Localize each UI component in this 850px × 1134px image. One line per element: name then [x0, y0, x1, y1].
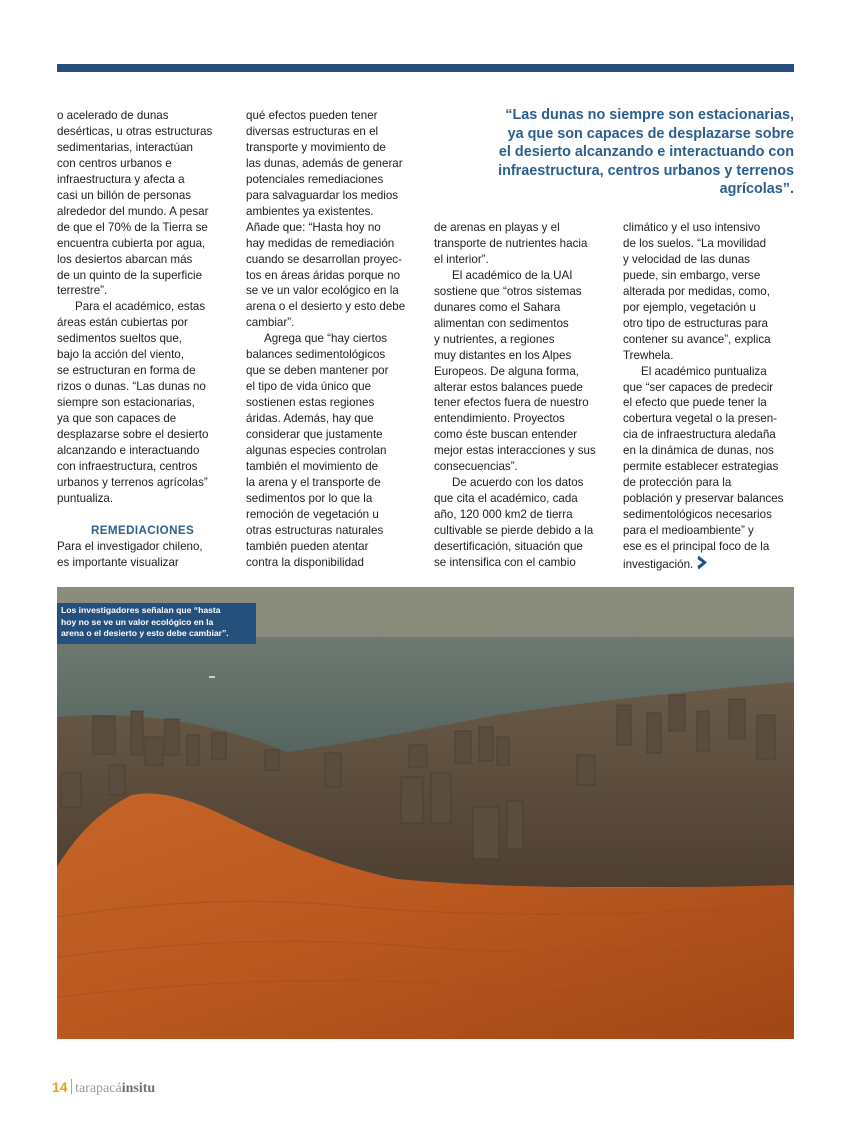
- text-line: dunares como el Sahara: [434, 300, 561, 314]
- text-line: bajo la acción del viento,: [57, 348, 184, 362]
- text-line: de los suelos. “La movilidad: [623, 236, 767, 250]
- text-line: con centros urbanos e: [57, 156, 172, 170]
- text-line-last: [623, 555, 795, 575]
- pull-quote-line: ya que son capaces de desplazarse sobre: [507, 125, 794, 142]
- text-line: De acuerdo con los datos: [452, 476, 584, 490]
- text-line: sostiene que “otros sistemas: [434, 284, 582, 298]
- text-line: cambiar”.: [246, 316, 295, 330]
- publication-name-bold: insitu: [121, 1081, 156, 1096]
- page-number: 14: [52, 1079, 68, 1095]
- text-line: también el movimiento de: [246, 459, 379, 473]
- text-line: desertificación, situación que: [434, 540, 583, 554]
- text-line: El académico puntualiza: [641, 364, 767, 378]
- text-line: potenciales remediaciones: [246, 172, 384, 186]
- text-line: alterada por medidas, como,: [623, 284, 770, 298]
- pull-quote-line: agrícolas”.: [719, 181, 794, 198]
- text-line: investigación.: [623, 558, 694, 572]
- text-line: casi un billón de personas: [57, 188, 192, 202]
- text-line: tos en áreas áridas porque no: [246, 268, 401, 282]
- publication-name-light: tarapacá: [75, 1081, 122, 1096]
- text-line: áridas. Además, hay que: [246, 412, 374, 426]
- text-line: de arenas en playas y el: [434, 221, 560, 234]
- text-line: por ejemplo, vegetación u: [623, 300, 756, 314]
- pull-quote-line: “Las dunas no siempre son estacionarias,: [505, 107, 794, 123]
- text-line: mejor estas interacciones y sus: [434, 444, 596, 458]
- page-footer: [52, 1079, 155, 1099]
- caption-line: hoy no se ve un valor ecológico en la: [61, 616, 214, 627]
- text-line: infraestructura y afecta a: [57, 172, 185, 186]
- text-line: para salvaguardar los medios: [246, 188, 399, 202]
- text-line: que se deben mantener por: [246, 364, 389, 378]
- text-line: Añade que: “Hasta hoy no: [246, 220, 381, 234]
- text-line: que cita el académico, cada: [434, 492, 578, 506]
- article-column-2: [246, 108, 424, 571]
- caption-line: Los investigadores señalan que “hasta: [61, 605, 221, 615]
- text-line: cia de infraestructura aledaña: [623, 428, 776, 442]
- text-line: alterar estos balances puede: [434, 380, 583, 394]
- text-line: desérticas, u otras estructuras: [57, 124, 213, 138]
- photo-caption: [57, 603, 256, 644]
- text-line: sedimentos por lo que la: [246, 491, 373, 505]
- text-line: Trewhela.: [623, 348, 674, 362]
- header-rule: [57, 64, 794, 72]
- text-line: encuentra cubierta por agua,: [57, 236, 206, 250]
- text-line: contra la disponibilidad: [246, 555, 364, 569]
- paragraph-gap: [57, 507, 235, 523]
- text-line: remoción de vegetación u: [246, 507, 379, 521]
- text-line: y velocidad de las dunas: [623, 252, 750, 266]
- text-line: urbanos y terrenos agrícolas”: [57, 475, 208, 489]
- text-line: de protección para la: [623, 476, 732, 490]
- text-line: sedimentológicos necesarios: [623, 508, 772, 522]
- text-line: es importante visualizar: [57, 555, 179, 569]
- text-line: diversas estructuras en el: [246, 124, 379, 138]
- pull-quote-line: el desierto alcanzando e interactuando con: [498, 144, 794, 161]
- text-line: de un quinto de la superficie: [57, 268, 203, 282]
- text-line: climático y el uso intensivo: [623, 221, 761, 234]
- pull-quote-line: infraestructura, centros urbanos y terrenos: [498, 162, 794, 179]
- text-line: sostienen estas regiones: [246, 396, 375, 410]
- text-line: también pueden atentar: [246, 539, 369, 553]
- text-line: como éste buscan entender: [434, 428, 578, 442]
- text-line: alimentan con sedimentos: [434, 316, 569, 330]
- text-line: los desiertos abarcan más: [57, 252, 193, 266]
- text-line: algunas especies controlan: [246, 444, 387, 458]
- text-line: en la dinámica de dunas, nos: [623, 444, 774, 458]
- text-line: contener su avance”, explica: [623, 332, 771, 346]
- pull-quote: [438, 106, 794, 199]
- text-line: cultivable se pierde debido a la: [434, 524, 594, 538]
- text-line: balances sedimentológicos: [246, 348, 386, 362]
- text-line: se intensifica con el cambio: [434, 556, 576, 570]
- text-line: arena o el desierto y esto debe: [246, 300, 406, 314]
- text-line: transporte y movimiento de: [246, 140, 386, 154]
- text-line: para el medioambiente” y: [623, 524, 754, 538]
- text-line: las dunas, además de generar: [246, 156, 403, 170]
- text-line: terrestre”.: [57, 284, 108, 298]
- text-line: que “ser capaces de predecir: [623, 380, 774, 394]
- text-line: se estructuran en forma de: [57, 364, 196, 378]
- chevron-right-icon: [697, 555, 708, 575]
- text-line: la arena y el transporte de: [246, 475, 381, 489]
- article-column-3: [434, 220, 612, 571]
- text-line: y nutrientes, a regiones: [434, 332, 555, 346]
- text-line: sedimentarias, interactúan: [57, 140, 193, 154]
- text-line: desplazarse sobre el desierto: [57, 428, 209, 442]
- caption-line: arena o el desierto y esto debe cambiar”.: [61, 628, 229, 638]
- text-line: transporte de nutrientes hacia: [434, 236, 588, 250]
- text-line: tener efectos fuera de nuestro: [434, 396, 589, 410]
- text-line: alcanzando e interactuando: [57, 444, 200, 458]
- text-line: otro tipo de estructuras para: [623, 316, 769, 330]
- text-line: se ve un valor ecológico en la: [246, 284, 399, 298]
- city-dune-photo: [57, 587, 794, 1039]
- text-line: Agrega que “hay ciertos: [264, 332, 388, 346]
- article-column-4: [623, 220, 795, 575]
- text-line: áreas están cubiertas por: [57, 316, 188, 330]
- text-line: muy distantes en los Alpes: [434, 348, 572, 362]
- text-line: consecuencias”.: [434, 460, 518, 474]
- text-line: población y preservar balances: [623, 492, 784, 506]
- text-line: puede, sin embargo, verse: [623, 268, 761, 282]
- text-line: Para el investigador chileno,: [57, 539, 203, 553]
- text-line: el tipo de vida único que: [246, 380, 372, 394]
- text-line: ese es el principal foco de la: [623, 540, 770, 554]
- text-line: año, 120 000 km2 de tierra: [434, 508, 573, 522]
- text-line: siempre son estacionarias,: [57, 396, 195, 410]
- text-line: alrededor del mundo. A pesar: [57, 204, 209, 218]
- text-line: el interior”.: [434, 252, 489, 266]
- text-line: con infraestructura, centros: [57, 459, 198, 473]
- text-line: hay medidas de remediación: [246, 236, 395, 250]
- footer-divider: [71, 1079, 73, 1094]
- text-line: Europeos. De alguna forma,: [434, 364, 580, 378]
- text-line: permite establecer estrategias: [623, 460, 779, 474]
- text-line: o acelerado de dunas: [57, 109, 169, 122]
- text-line: cuando se desarrollan proyec-: [246, 252, 402, 266]
- text-line: qué efectos pueden tener: [246, 109, 378, 122]
- article-column-1: [57, 108, 235, 571]
- text-line: Para el académico, estas: [75, 300, 206, 314]
- section-heading: REMEDIACIONES: [91, 523, 195, 537]
- text-line: de que el 70% de la Tierra se: [57, 220, 208, 234]
- text-line: sedimentos sueltos que,: [57, 332, 183, 346]
- text-line: el efecto que puede tener la: [623, 396, 767, 410]
- text-line: puntualiza.: [57, 491, 114, 505]
- text-line: El académico de la UAI: [452, 268, 573, 282]
- text-line: ambientes ya existentes.: [246, 204, 374, 218]
- text-line: considerar que justamente: [246, 428, 383, 442]
- text-line: otras estructuras naturales: [246, 523, 384, 537]
- text-line: rizos o dunas. “Las dunas no: [57, 380, 206, 394]
- text-line: ya que son capaces de: [57, 412, 177, 426]
- text-line: cobertura vegetal o la presen-: [623, 412, 778, 426]
- text-line: entendimiento. Proyectos: [434, 412, 565, 426]
